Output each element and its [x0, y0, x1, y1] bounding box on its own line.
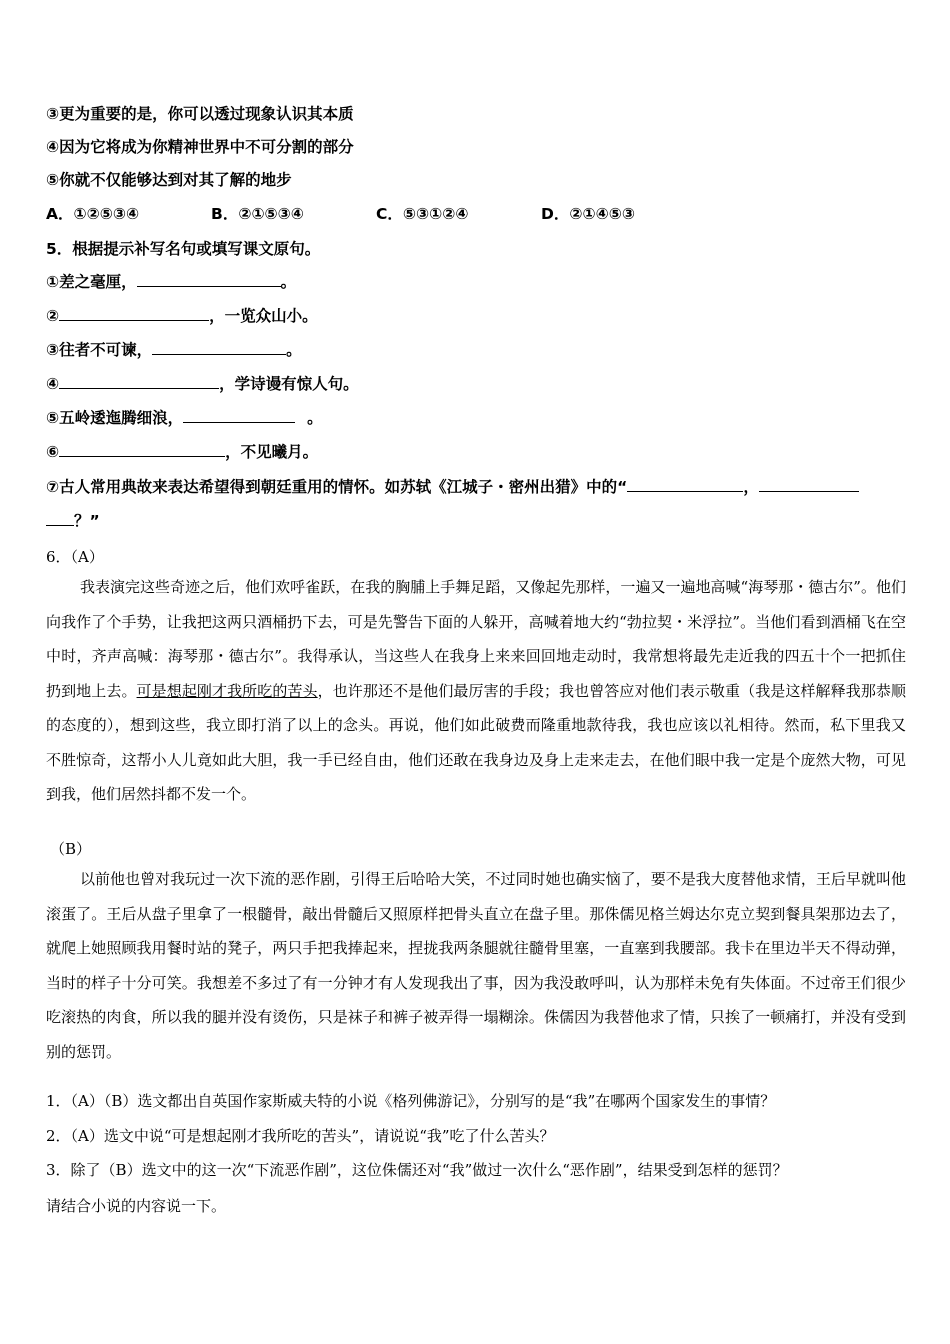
fill-line-7 — [46, 475, 859, 497]
fill-line-3 — [46, 338, 302, 360]
fill-line-2 — [46, 304, 318, 326]
option-d: D．②①④⑤③ — [541, 205, 635, 223]
fill-line-4-suffix: ，学诗谩有惊人句。 — [219, 375, 359, 393]
passage-b: 以前他也曾对我玩过一次下流的恶作剧，引得王后哈哈大笑，不过同时她也确实恼了，要不是我大度替他求情，王后早就叫他滚蛋了。王后从盘子里拿了一根髓骨，敲出骨髓后又照原样把骨头直立在盘子里。那侏儒见格兰姆达尔克立契到餐具架那边去了，就爬上她照顾我用餐时站的凳子，两只手把我捧起来，捏拢我两条腿就往髓骨里塞，一直塞到我腰部。我卡在里边半天不得动弹，当时的样子十分可笑。我想差不多过了有一分钟才有人发现我出了事，因为我没敢呼叫，认为那样未免有失体面。不过帝王们很少吃滚热的肉食，所以我的腿并没有烫伤，只是袜子和裤子被弄得一塌糊涂。侏儒因为我替他求了情，只挨了一顿痛打，并没有受到别的惩罚。 — [46, 870, 906, 1061]
fill-line-4-prompt: ④ — [46, 375, 60, 393]
blank-3 — [152, 340, 286, 355]
sub-question-3: 3．除了（B）选文中的这一次“下流恶作剧”，这位侏儒还对“我”做过一次什么“恶作剧”，结果受到怎样的惩罚？ — [46, 1161, 788, 1179]
fill-line-6-prompt: ⑥ — [46, 443, 60, 461]
fill-line-7-cont — [46, 509, 100, 531]
fill-line-2-suffix: ，一览众山小。 — [209, 307, 318, 325]
fill-line-2-prompt: ② — [46, 307, 60, 325]
fill-line-7-end: ？” — [74, 512, 100, 530]
sub-question-2: 2．（A）选文中说“可是想起刚才我所吃的苦头”，请说说“我”吃了什么苦头？ — [46, 1127, 555, 1145]
fill-line-6 — [46, 440, 318, 462]
fill-line-4 — [46, 372, 359, 394]
blank-2 — [59, 306, 209, 321]
fill-line-3-prompt: ③往者不可谏， — [46, 341, 153, 359]
fill-line-5 — [46, 406, 323, 428]
fill-line-1 — [46, 270, 296, 292]
option-c: C．⑤③①②④ — [376, 205, 469, 223]
sub-question-1: 1．（A）（B）选文都出自英国作家斯威夫特的小说《格列佛游记》，分别写的是“我”在哪两个国家发生的事情？ — [46, 1092, 776, 1110]
fill-line-5-suffix: 。 — [307, 409, 323, 427]
sentence-item-3: ③更为重要的是，你可以透过现象认识其本质 — [46, 105, 354, 123]
fill-line-7-comma: ， — [743, 478, 759, 496]
sentence-item-4: ④因为它将成为你精神世界中不可分割的部分 — [46, 138, 354, 156]
blank-7b — [759, 477, 859, 492]
blank-7a — [627, 477, 743, 492]
blank-6 — [59, 442, 225, 457]
option-a: A．①②⑤③④ — [46, 205, 140, 223]
fill-line-1-suffix: 。 — [280, 273, 297, 291]
question-5-title: 5．根据提示补写名句或填写课文原句。 — [46, 240, 321, 258]
passage-a-underlined: 可是想起刚才我所吃的苦头 — [136, 681, 318, 700]
fill-line-1-prompt: ①差之毫厘， — [46, 273, 137, 291]
option-b: B．②①⑤③④ — [211, 205, 304, 223]
question-6-label: 6．（A） — [46, 548, 104, 566]
fill-line-7-prompt: ⑦古人常用典故来表达希望得到朝廷重用的情怀。如苏轼《江城子・密州出猎》中的“ — [46, 478, 628, 496]
sub-question-3-cont: 请结合小说的内容说一下。 — [46, 1197, 227, 1215]
passage-a-part-1: 我表演完这些奇迹之后，他们欢呼雀跃，在我的胸脯上手舞足蹈，又像起先那样，一遍又一遍地高喊“海琴那・德古尔”。他们向我作了个手势，让我把这两只酒桶扔下去，可是先警告下面的人躲开，高喊着地大约“勃拉契・米浮拉”。当他们看到酒桶飞在空中时，齐声高喊：海琴那・德古尔”。我得承认，当这些人在我身上来来回回地走动时，我常想将最先走近我的四五十个一把抓住扔到地上去。 — [46, 578, 906, 700]
fill-line-6-suffix: ，不见曦月。 — [225, 443, 319, 461]
passage-b-label: （B） — [50, 840, 92, 858]
blank-4 — [59, 374, 219, 389]
blank-5 — [183, 408, 295, 423]
blank-7b-cont — [46, 511, 74, 526]
passage-a-part-2: ，也许那还不是他们最厉害的手段；我也曾答应对他们表示敬重（我是这样解释我那恭顺的态度的），想到这些，我立即打消了以上的念头。再说，他们如此破费而隆重地款待我，我也应该以礼相待。然而，私下里我又不胜惊奇，这帮小人儿竟如此大胆，我一手已经自由，他们还敢在我身边及身上走来走去，在他们眼中我一定是个庞然大物，可见到我，他们居然抖都不发一个。 — [46, 681, 906, 803]
passage-a — [46, 570, 906, 812]
fill-line-3-suffix: 。 — [286, 341, 302, 359]
sentence-item-5: ⑤你就不仅能够达到对其了解的地步 — [46, 171, 292, 189]
fill-line-5-prompt: ⑤五岭逶迤腾细浪， — [46, 409, 184, 427]
blank-1 — [137, 272, 281, 287]
